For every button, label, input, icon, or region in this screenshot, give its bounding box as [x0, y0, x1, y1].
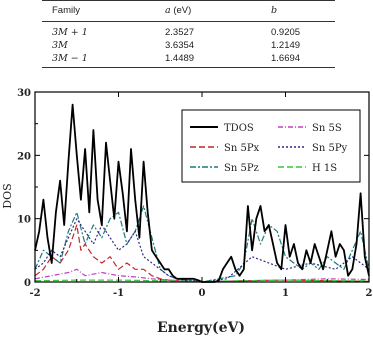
legend-label: Sn 5Px	[224, 143, 260, 154]
table-row	[42, 24, 335, 39]
table-row	[42, 52, 335, 65]
cell-a: 3.6354	[165, 40, 195, 51]
cell-b: 0.9205	[271, 27, 301, 38]
header-a	[165, 4, 271, 18]
y-tick-label: 20	[17, 151, 31, 163]
x-tick-label: 0	[198, 288, 206, 299]
legend-label: H 1S	[312, 163, 338, 174]
chart-legend	[182, 110, 360, 182]
legend-label: TDOS	[224, 123, 254, 134]
series-line-sn-5pz	[35, 206, 369, 282]
cell-b: 1.6694	[271, 53, 301, 64]
x-axis-label: Energy(eV)	[156, 320, 246, 336]
header-a-unit: (eV)	[173, 5, 192, 16]
x-tick-label: 2	[365, 288, 373, 299]
x-tick-label: -1	[112, 288, 125, 299]
cell-b: 1.2149	[271, 40, 301, 51]
legend-label: Sn 5Py	[312, 143, 348, 154]
table-bottom-rule	[42, 67, 335, 68]
table-header	[42, 1, 335, 21]
dos-chart	[0, 82, 373, 340]
series-line-sn-5py	[35, 219, 369, 282]
header-b: b	[271, 5, 278, 16]
legend-label: Sn 5S	[312, 123, 342, 134]
x-tick-label: -2	[29, 288, 41, 299]
table-body	[42, 22, 335, 67]
x-tick-label: 1	[282, 288, 289, 299]
cell-a: 1.4489	[165, 53, 195, 64]
header-family: Family	[52, 5, 80, 16]
y-axis-label: DOS	[1, 183, 14, 209]
y-tick-label: 0	[24, 278, 31, 289]
cell-family: 3M + 1	[52, 27, 88, 38]
y-tick-label: 10	[17, 214, 31, 226]
y-tick-label: 30	[17, 88, 31, 99]
results-table	[42, 0, 335, 68]
cell-family: 3M − 1	[52, 53, 88, 64]
series-line-sn-5px	[35, 225, 369, 282]
cell-a: 2.3527	[165, 27, 195, 38]
table-row	[42, 39, 335, 52]
legend-label: Sn 5Pz	[224, 163, 259, 174]
cell-family: 3M	[52, 40, 68, 51]
header-a-symbol: a	[165, 5, 171, 16]
